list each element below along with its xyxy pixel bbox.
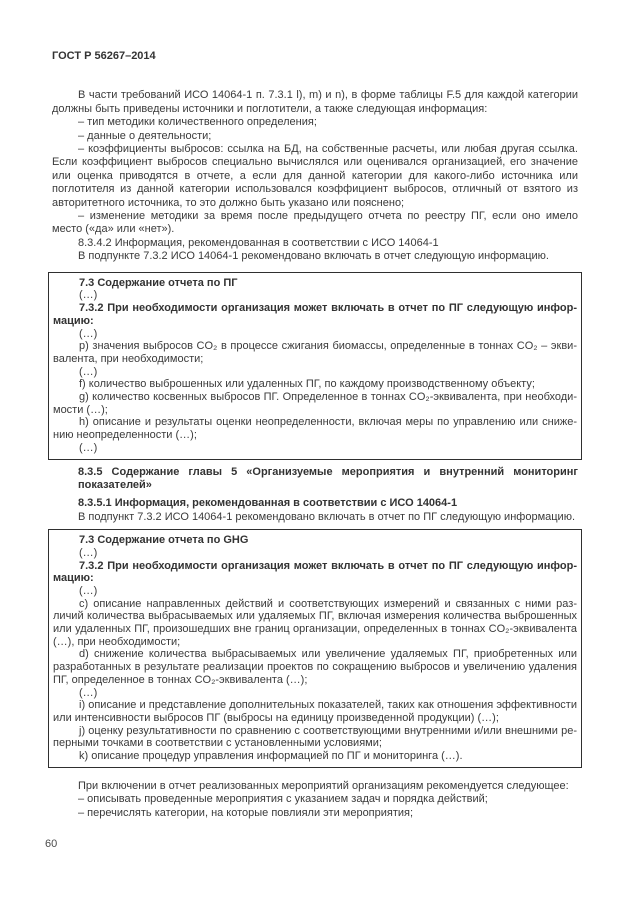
ellipsis-line: (…) [79, 584, 98, 597]
clause-8342-text: В подпункте 7.3.2 ИСО 14064-1 рекомендовано включать в отчет следующую информацию. [78, 250, 549, 263]
quote-ghg-item-j: j) оценку результативности по сравнению с соответствующими внутренними и/или внешними реперными точками в соответствии с установленными условиями; [53, 724, 577, 750]
quote-ghg-item-d: d) снижение количества выбрасываемых или увеличение удаляемых ПГ, приобретенных или разработанных в результате реализации проектов по сокращению выбросов и увеличению удаления ПГ, определенное в тоннах CO₂-эквивалента (…); [53, 648, 577, 686]
clause-835-heading: 8.3.5 Содержание главы 5 «Организуемые мероприятия и внутренний мониторинг показателей» [78, 465, 578, 491]
quote-ghg-subtitle: 7.3.2 При необходимости организация может включать в отчет по ПГ следующую информацию: [53, 559, 577, 585]
ellipsis-line: (…) [79, 289, 98, 302]
intro-paragraph: В части требований ИСО 14064-1 п. 7.3.1 l), m) и n), в форме таблицы F.5 для каждой категории должны быть приведены источники и поглотители, а также следующая информация: [52, 89, 578, 115]
outro-paragraph: При включении в отчет реализованных мероприятий организациям рекомендуется следующее: [78, 779, 569, 792]
clause-8351-heading: 8.3.5.1 Информация, рекомендованная в соответствии с ИСО 14064-1 [78, 497, 458, 510]
ellipsis-line: (…) [79, 327, 98, 340]
quote-pg-item-p: p) значения выбросов CO₂ в процессе сжигания биомассы, определенные в тоннах CO₂ – эквивалента, при необходимости; [53, 340, 577, 365]
quote-box-pg [48, 272, 582, 460]
quote-pg-item-g: g) количество косвенных выбросов ПГ. Определенное в тоннах CO₂-эквивалента, при необходимости (…); [53, 391, 577, 416]
clause-8351-text: В подпункт 7.3.2 ИСО 14064-1 рекомендовано включать в отчет по ПГ следующую информацию. [78, 510, 575, 523]
intro-list-item: – тип методики количественного определения; [78, 116, 317, 129]
doc-standard-number: ГОСТ Р 56267–2014 [52, 50, 156, 62]
quote-box-ghg [48, 529, 582, 768]
ellipsis-line: (…) [79, 546, 98, 559]
ellipsis-line: (…) [79, 365, 98, 378]
quote-pg-item-h: h) описание и результаты оценки неопределенности, включая меры по управлению или снижению неопределенности (…); [53, 416, 577, 442]
intro-list-item: – данные о деятельности; [78, 129, 212, 142]
quote-pg-item-f: f) количество выброшенных или удаленных ПГ, по каждому производственному объекту; [79, 378, 535, 391]
quote-ghg-item-k: k) описание процедур управления информацией по ПГ и мониторинга (…). [79, 750, 463, 763]
intro-list-item: – изменение методики за время после предыдущего отчета по реестру ПГ, если оно имело место («да» или «нет»). [52, 210, 578, 236]
quote-ghg-title: 7.3 Содержание отчета по GHG [79, 534, 249, 547]
intro-list-item: – коэффициенты выбросов: ссылка на БД, на собственные расчеты, или любая другая ссылка. Если коэффициент выбросов специально вычислялся или оценивался организацией, его значение или оценка приводятся в отчете, а если для данной категории для какого-либо источника или поглотителя из данной категории использовался коэффициент выбросов, отличный от взятого из авторитетного источника, то это должно быть указано или пояснено; [52, 143, 578, 209]
quote-pg-subtitle: 7.3.2 При необходимости организация может включать в отчет по ПГ следующую информацию: [53, 302, 577, 327]
outro-list-item: – перечислять категории, на которые повлияли эти мероприятия; [78, 806, 414, 819]
ellipsis-line: (…) [79, 441, 98, 454]
quote-ghg-item-i: i) описание и представление дополнительных показателей, таких как отношения эффективности или интенсивности выбросов ПГ (выбросы на единицу произведенной продукции) (…); [53, 699, 577, 724]
ellipsis-line: (…) [79, 686, 98, 699]
clause-8342-heading: 8.3.4.2 Информация, рекомендованная в соответствии с ИСО 14064-1 [78, 236, 439, 249]
outro-list-item: – описывать проведенные мероприятия с указанием задач и порядка действий; [78, 793, 488, 806]
page-number: 60 [45, 838, 58, 850]
quote-pg-title: 7.3 Содержание отчета по ПГ [79, 276, 238, 289]
quote-ghg-item-c: c) описание направленных действий и соответствующих измерений и связанных с ними различий количества выбрасываемых или удаляемых ПГ, включая измерения количества выброшенных или удаленных ПГ, произошедших вне границ организации, определенных в тоннах CO₂-эквивалента (…), при необходимости; [53, 597, 577, 648]
